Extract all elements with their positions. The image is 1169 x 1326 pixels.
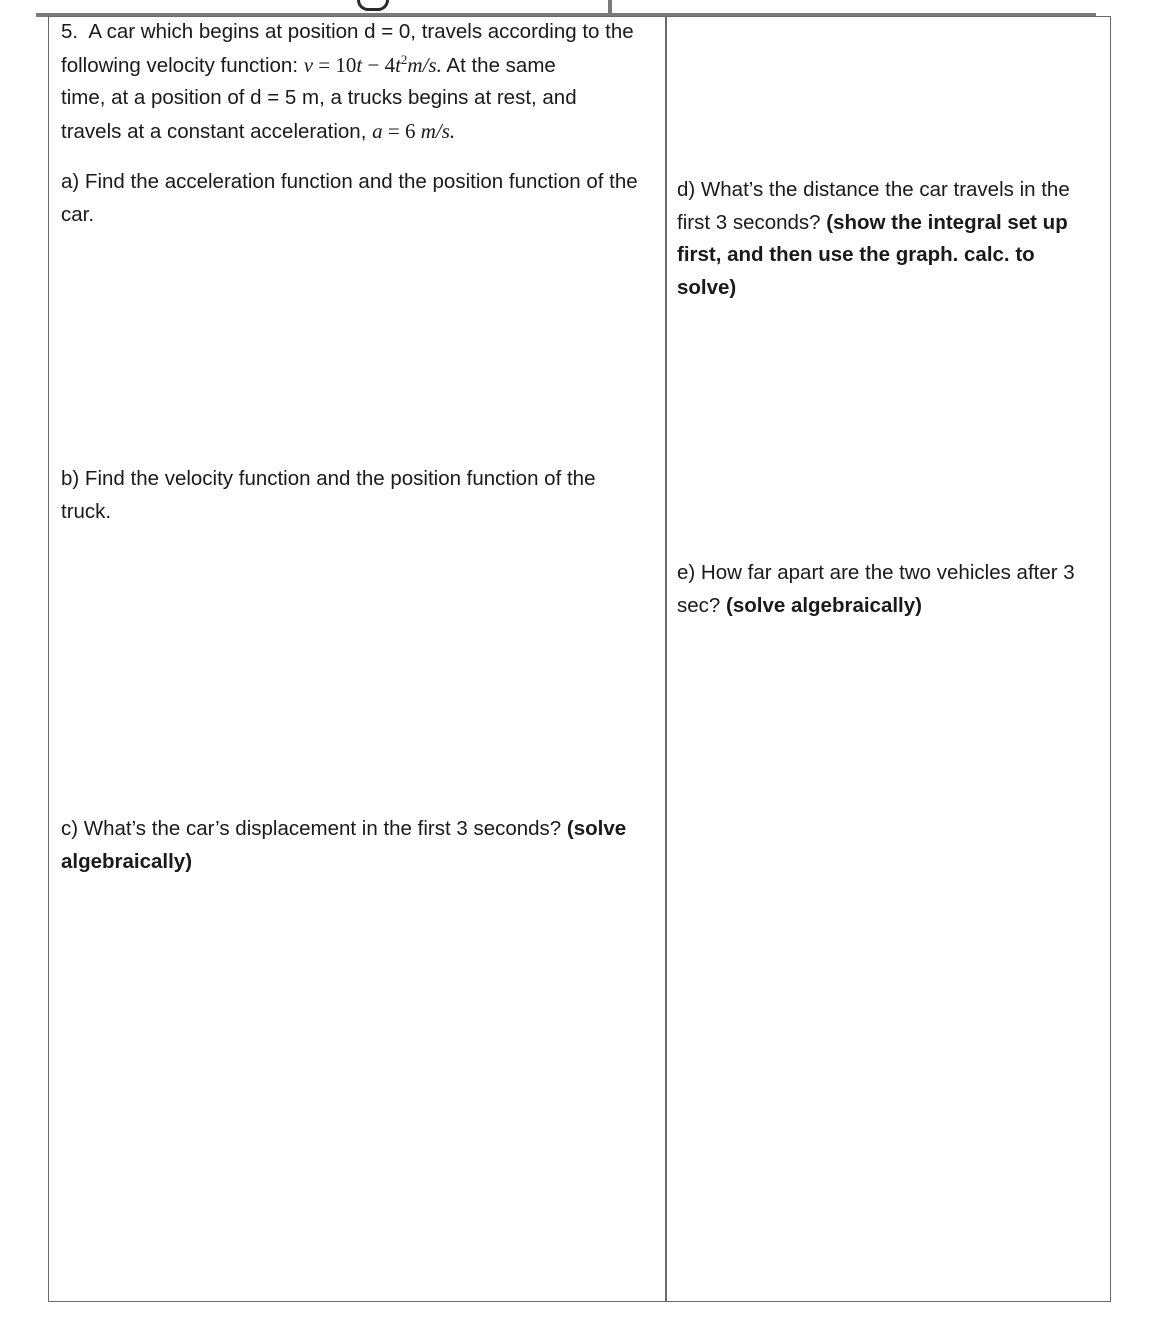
velocity-equation: $v = 10t - 4t^2m/s$. <box>303 51 442 77</box>
problem-line-4: travels at a constant acceleration, a = 6 m/s. <box>61 118 456 143</box>
part-b-question: b) Find the velocity function and the position function of the truck. <box>61 467 596 523</box>
problem-statement <box>61 16 661 148</box>
acceleration-equation: a = 6 m/s. <box>372 118 456 143</box>
problem-line-2: following velocity function: $v = 10t - 4t^2m/s$. At the same <box>61 51 556 77</box>
part-a-question: a) Find the acceleration function and the position function of the car. <box>61 170 638 226</box>
part-c-question: c) What’s the car’s displacement in the first 3 seconds? (solve algebraically) <box>61 817 627 873</box>
problem-line-3: time, at a position of d = 5 m, a trucks begins at rest, and <box>61 86 577 109</box>
part-d-question: d) What’s the distance the car travels in the first 3 seconds? (show the integral set up first, and then use the graph. calc. to solve) <box>677 178 1070 299</box>
column-divider <box>665 16 667 1302</box>
problem-line-1: 5. A car which begins at position d = 0, travels according to the <box>61 20 634 43</box>
cropped-heading-glyph <box>357 0 389 11</box>
problem-number: 5. <box>61 20 79 43</box>
part-e-question: e) How far apart are the two vehicles after 3 sec? (solve algebraically) <box>677 561 1075 617</box>
top-column-tick <box>608 0 612 15</box>
